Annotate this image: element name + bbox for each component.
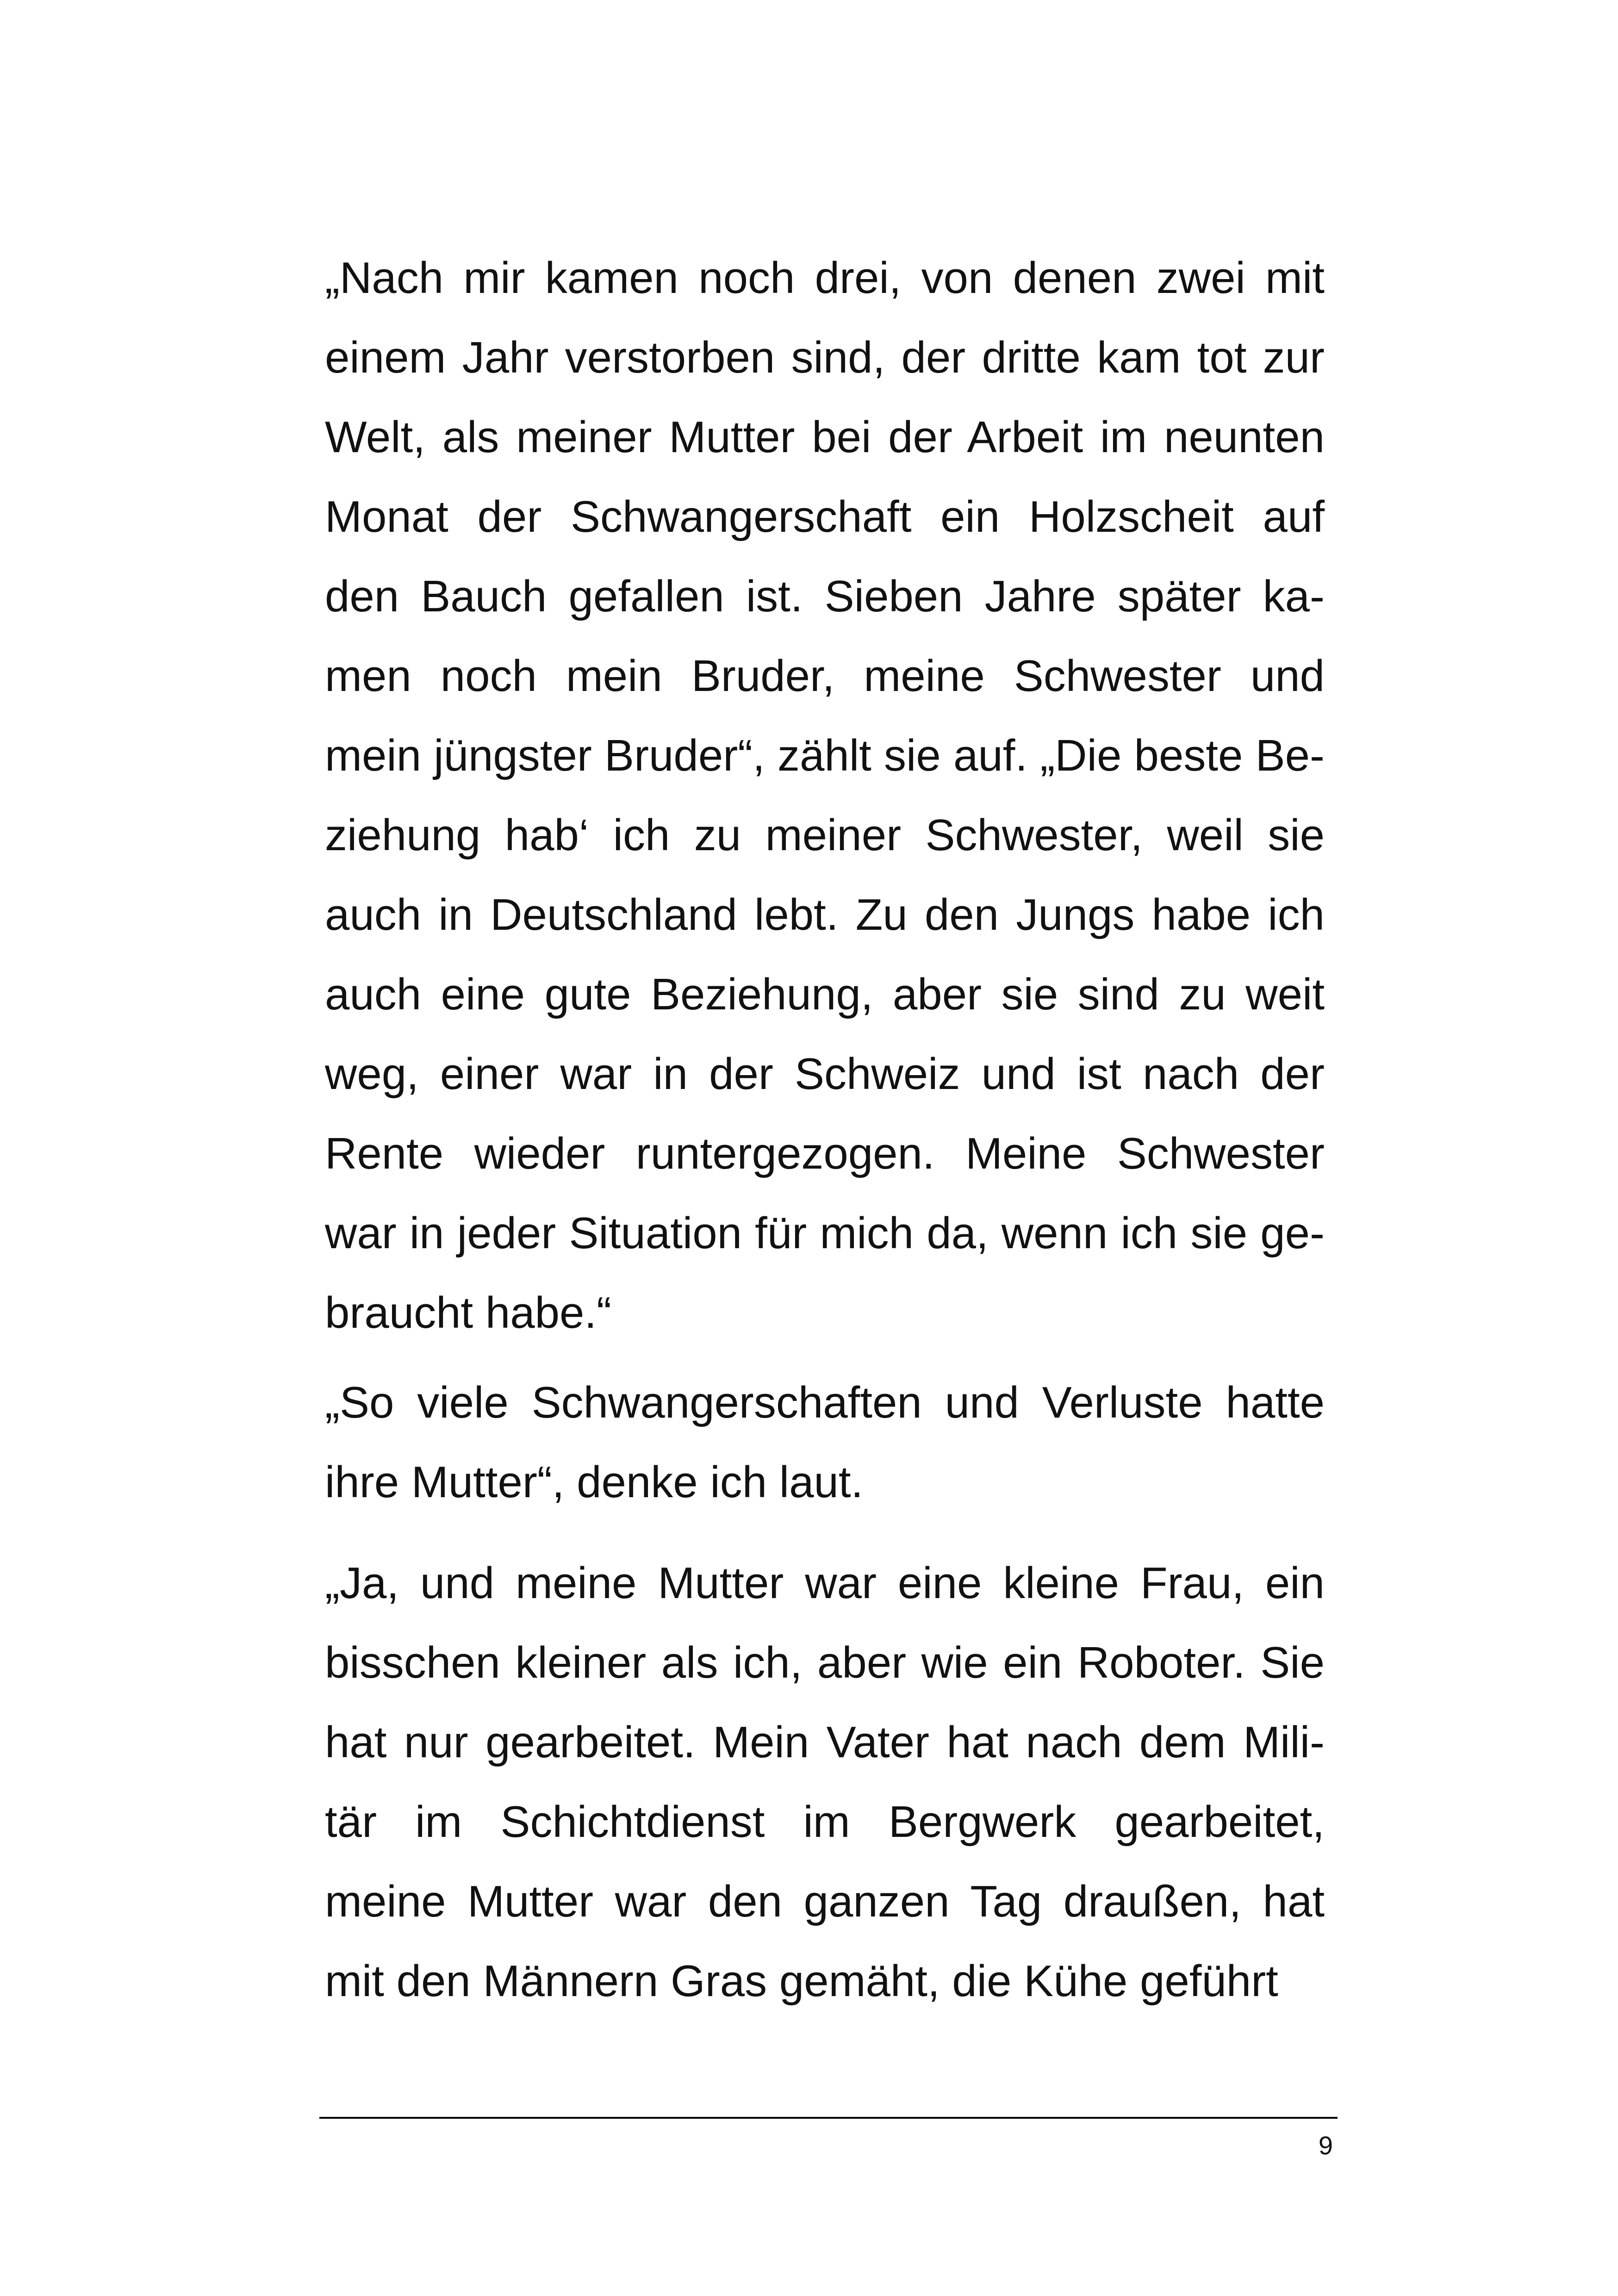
text-line: men noch mein Bruder, meine Schwester und: [325, 651, 1325, 701]
text-line: Rente wieder runtergezogen. Meine Schwester: [325, 1129, 1325, 1178]
text-line: auch in Deutschland lebt. Zu den Jungs habe ich: [325, 890, 1325, 940]
text-line: weg, einer war in der Schweiz und ist nach der: [325, 1049, 1325, 1099]
text-line: ihre Mutter“, denke ich laut.: [325, 1457, 864, 1507]
text-line: mein jüngster Bruder“, zählt sie auf. „Die beste Be-: [325, 731, 1325, 780]
text-line: meine Mutter war den ganzen Tag draußen, hat: [325, 1877, 1325, 1926]
text-line: mit den Männern Gras gemäht, die Kühe geführt: [325, 1956, 1278, 2006]
text-line: den Bauch gefallen ist. Sieben Jahre später ka-: [325, 572, 1325, 621]
text-line: auch eine gute Beziehung, aber sie sind zu weit: [325, 970, 1325, 1019]
text-line: ziehung hab‘ ich zu meiner Schwester, weil sie: [325, 810, 1325, 860]
text-line: „Nach mir kamen noch drei, von denen zwei mit: [325, 253, 1325, 303]
footer-divider: [319, 2117, 1338, 2119]
text-line: Welt, als meiner Mutter bei der Arbeit im neunten: [325, 412, 1325, 462]
paragraph-2: [325, 1363, 1325, 1522]
text-line: Monat der Schwangerschaft ein Holzscheit auf: [325, 492, 1325, 541]
text-line: tär im Schichtdienst im Bergwerk gearbeitet,: [325, 1797, 1325, 1847]
paragraph-1: [325, 238, 1325, 1353]
page-number: 9: [1318, 2131, 1333, 2160]
text-line: war in jeder Situation für mich da, wenn ich sie ge-: [325, 1208, 1325, 1258]
text-line: „So viele Schwangerschaften und Verluste hatte: [325, 1378, 1325, 1427]
paragraph-3: [325, 1543, 1325, 2021]
text-line: „Ja, und meine Mutter war eine kleine Frau, ein: [325, 1558, 1325, 1608]
text-line: hat nur gearbeitet. Mein Vater hat nach dem Mili-: [325, 1717, 1325, 1767]
text-line: bisschen kleiner als ich, aber wie ein Roboter. Sie: [325, 1638, 1325, 1687]
text-line: einem Jahr verstorben sind, der dritte kam tot zur: [325, 333, 1325, 382]
text-line: braucht habe.“: [325, 1288, 612, 1338]
